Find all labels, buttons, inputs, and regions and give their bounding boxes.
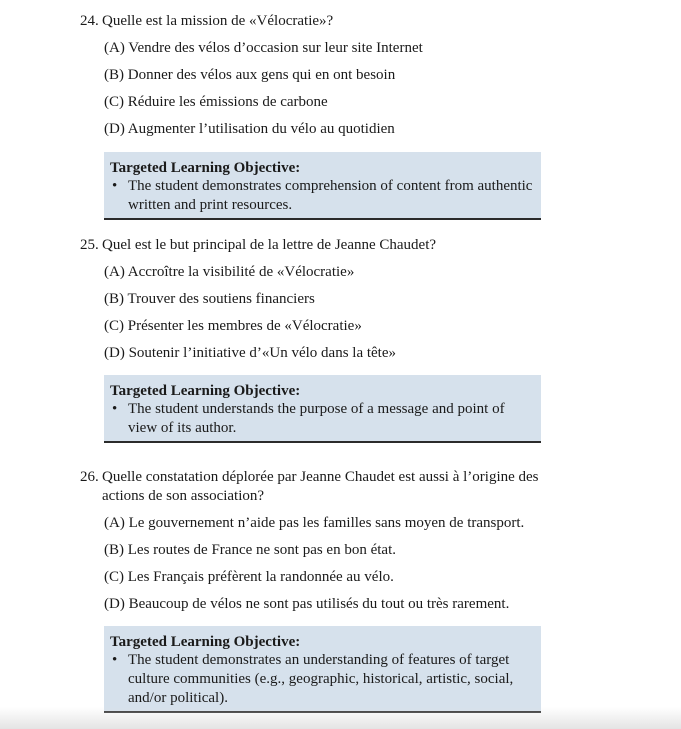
question-24 <box>80 12 550 139</box>
question-26 <box>80 468 550 614</box>
question-stem <box>80 236 550 255</box>
option-c: (C) Les Français préfèrent la randonnée au vélo. <box>104 569 394 585</box>
bullet-icon: • <box>112 178 118 194</box>
objective-item <box>110 651 535 708</box>
option-d: (D) Beaucoup de vélos ne sont pas utilisés du tout ou très rarement. <box>104 596 510 612</box>
objective-text: The student demonstrates comprehension of content from authentic written and print resources. <box>128 178 533 213</box>
objective-title: Targeted Learning Objective: <box>110 160 301 176</box>
question-stem <box>80 468 550 506</box>
learning-objective-box-25 <box>104 375 541 443</box>
learning-objective-box-24 <box>104 152 541 220</box>
question-text: Quelle constatation déplorée par Jeanne Chaudet est aussi à l’origine des actions de son association? <box>102 469 539 504</box>
option-a: (A) Le gouvernement n’aide pas les familles sans moyen de transport. <box>104 515 525 531</box>
objective-item <box>110 177 535 215</box>
bullet-icon: • <box>112 652 118 668</box>
question-text: Quel est le but principal de la lettre de Jeanne Chaudet? <box>102 237 437 253</box>
bullet-icon: • <box>112 401 118 417</box>
objective-text: The student understands the purpose of a message and point of view of its author. <box>128 401 505 436</box>
option-a: (A) Accroître la visibilité de «Vélocratie» <box>104 264 355 280</box>
option-a: (A) Vendre des vélos d’occasion sur leur site Internet <box>104 40 423 56</box>
question-25 <box>80 236 550 363</box>
objective-title: Targeted Learning Objective: <box>110 634 301 650</box>
option-d: (D) Augmenter l’utilisation du vélo au quotidien <box>104 121 395 137</box>
option-b: (B) Trouver des soutiens financiers <box>104 291 315 307</box>
page-bottom-shadow <box>0 707 681 729</box>
question-number: 26. <box>80 469 99 485</box>
option-c: (C) Réduire les émissions de carbone <box>104 94 328 110</box>
learning-objective-box-26 <box>104 626 541 713</box>
objective-title: Targeted Learning Objective: <box>110 383 301 399</box>
question-stem <box>80 12 550 31</box>
option-d: (D) Soutenir l’initiative d’«Un vélo dans la tête» <box>104 345 397 361</box>
objective-item <box>110 400 535 438</box>
option-b: (B) Donner des vélos aux gens qui en ont besoin <box>104 67 396 83</box>
question-number: 25. <box>80 237 99 253</box>
question-text: Quelle est la mission de «Vélocratie»? <box>102 13 334 29</box>
question-number: 24. <box>80 13 99 29</box>
objective-text: The student demonstrates an understanding of features of target culture communities (e.g., geographic, historical, artistic, social, and/or political). <box>128 652 514 706</box>
option-c: (C) Présenter les membres de «Vélocratie» <box>104 318 362 334</box>
option-b: (B) Les routes de France ne sont pas en bon état. <box>104 542 396 558</box>
